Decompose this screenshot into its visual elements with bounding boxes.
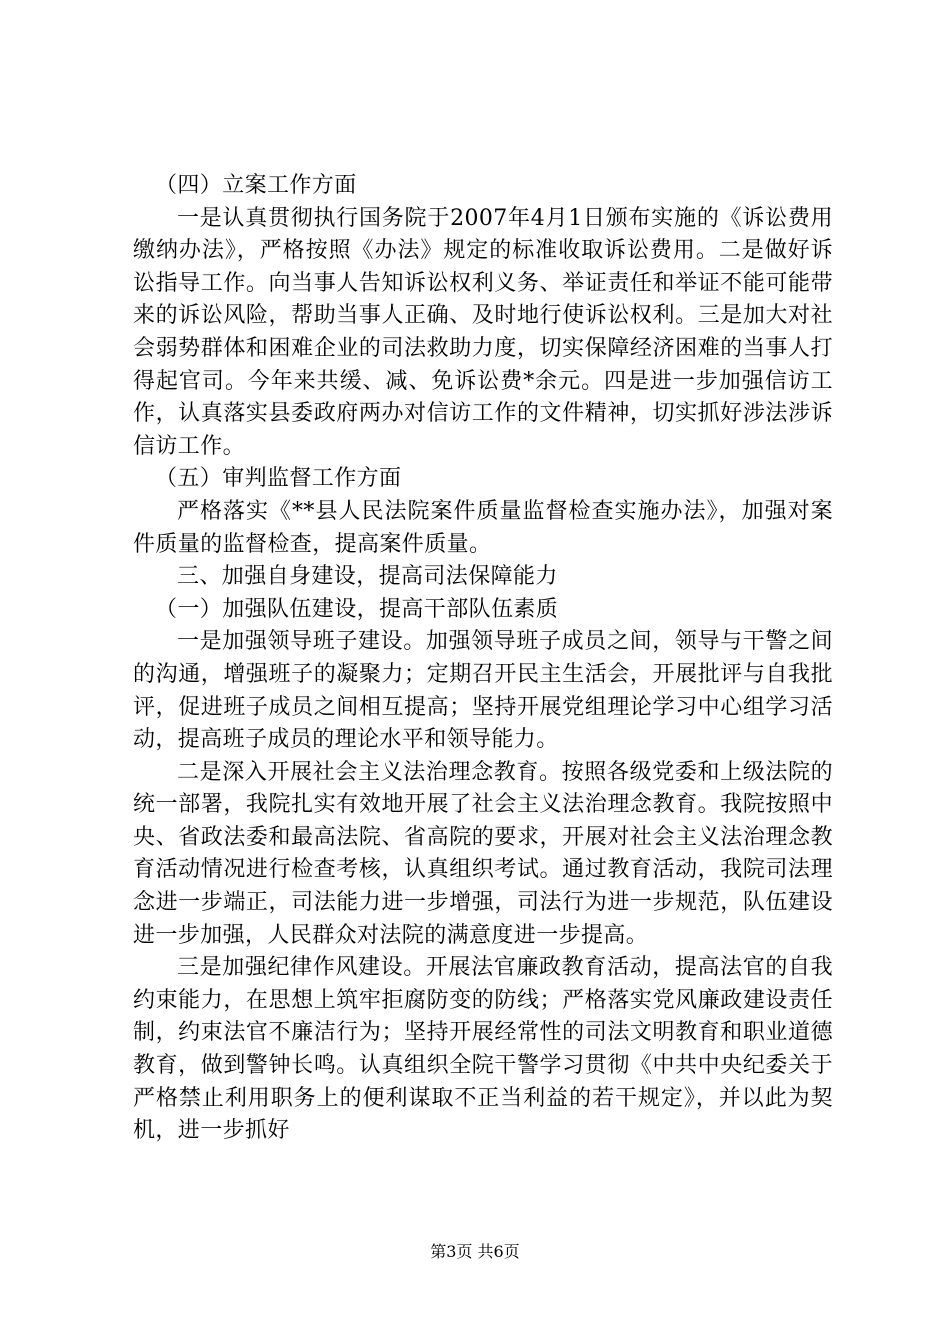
paragraph-supervision: 严格落实《**县人民法院案件质量监督检查实施办法》，加强对案件质量的监督检查，提高案件质量。 — [133, 498, 833, 557]
page-footer: 第3页 共6页 — [430, 1242, 520, 1261]
paragraph-filing-work: 一是认真贯彻执行国务院于2007年4月1日颁布实施的《诉讼费用缴纳办法》，严格按照《办法》规定的标准收取诉讼费用。二是做好诉讼指导工作。向当事人告知诉讼权利义务、举证责任和举证不能可能带来的诉讼风险，帮助当事人正确、及时地行使诉讼权利。三是加大对社会弱势群体和困难企业的司法救助力度，切实保障经济困难的当事人打得起官司。今年来共缓、减、免诉讼费*余元。四是进一步加强信访工作，认真落实县委政府两办对信访工作的文件精神，切实抓好涉法涉诉信访工作。 — [133, 205, 833, 459]
subsection-heading-team-building: （一）加强队伍建设，提高干部队伍素质 — [155, 596, 559, 622]
document-body — [133, 170, 833, 1148]
section-heading-filing: （四）立案工作方面 — [155, 173, 357, 198]
paragraph-leadership: 一是加强领导班子建设。加强领导班子成员之间，领导与干警之间的沟通，增强班子的凝聚力；定期召开民主生活会，开展批评与自我批评，促进班子成员之间相互提高；坚持开展党组理论学习中心组学习活动，提高班子成员的理论水平和领导能力。 — [133, 629, 833, 753]
section-heading-supervision: （五）审判监督工作方面 — [155, 466, 402, 492]
paragraph-discipline: 三是加强纪律作风建设。开展法官廉政教育活动，提高法官的自我约束能力，在思想上筑牢拒腐防变的防线；严格落实党风廉政建设责任制，约束法官不廉洁行为；坚持开展经常性的司法文明教育和职业道德教育，做到警钟长鸣。认真组织全院干警学习贯彻《中共中央纪委关于严格禁止利用职务上的便利谋取不正当利益的若干规定》，并以此为契机，进一步抓好 — [133, 955, 833, 1144]
section-heading-self-building: 三、加强自身建设，提高司法保障能力 — [177, 564, 558, 590]
paragraph-rule-of-law-education: 二是深入开展社会主义法治理念教育。按照各级党委和上级法院的统一部署，我院扎实有效地开展了社会主义法治理念教育。我院按照中央、省政法委和最高法院、省高院的要求，开展对社会主义法治理念教育活动情况进行检查考核，认真组织考试。通过教育活动，我院司法理念进一步端正，司法能力进一步增强，司法行为进一步规范，队伍建设进一步加强，人民群众对法院的满意度进一步提高。 — [133, 759, 833, 948]
